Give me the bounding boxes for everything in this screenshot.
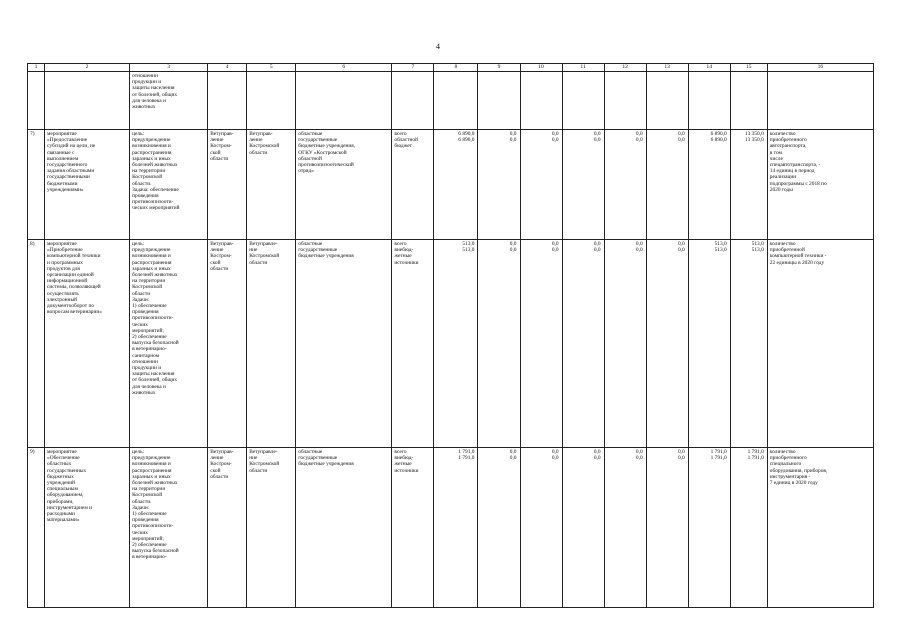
column-number-row [28,64,874,72]
goal-cell: цель: предупреждение возникновения и распространения заразных и иных болезней животных на территории Костромской области. Задача: обеспечение проведения противоэпизооти- ческих мероприятий [130,130,208,240]
goal-cell: цель: предупреждение возникновения и распространения заразных и иных болезней животных на территории Костромской области. Задачи: 1) обеспечение проведения противоэпизооти- ческих мероприятий; 2) обеспечение выпуска безопасной в ветеринарно- [130,448,208,608]
table-row [28,240,874,448]
table-row-continuation [28,72,874,130]
measure-cell: мероприятие «Приобретение компьютерной техники и программных продуктов для организации единой информационной системы, позволяющей осуществлять электронный документооборот по вопросам ветеринарии» [45,240,130,448]
value-cell: 513,0 513,0 [434,240,478,448]
value-cell: 0,0 0,0 [478,448,520,608]
col-header: 1 [28,64,45,72]
page-number: 4 [436,42,440,51]
value-cell: 0,0 0,0 [604,240,646,448]
col-header: 2 [45,64,130,72]
value-cell: 0,0 0,0 [520,448,562,608]
measure-cell: мероприятие «Предоставление субсидий на цели, не связанные с выполнением государственного задания областными государственными бюджетными учреждениями» [45,130,130,240]
row-number: 8) [28,240,45,448]
table-row [28,448,874,608]
result-cell: количество приобретенной компьютерной техники - 22 единицы в 2020 году [767,240,873,448]
value-cell: 0,0 0,0 [562,448,604,608]
measure-cell: мероприятие «Обеспечение областных государственных бюджетных учреждений специальным оборудованием, приборами, инструментарием и расходными материалами» [45,448,130,608]
col-header: 11 [562,64,604,72]
value-cell: 13 350,0 13 350,0 [730,130,767,240]
value-cell: 0,0 0,0 [646,240,688,448]
goal-cell: отношении продукции и защиты населения от болезней, общих для человека и животных [130,72,208,130]
col-header: 7 [392,64,434,72]
col-header: 5 [247,64,296,72]
participants-cell: областные государственные бюджетные учреждения [296,448,392,608]
col-header: 10 [520,64,562,72]
value-cell: 6 890,0 6 890,0 [434,130,478,240]
funding-source-cell: всего областной бюджет [392,130,434,240]
col-header: 15 [730,64,767,72]
program-measures-table [27,63,874,608]
funding-source-cell: всего внебюд- жетные источники [392,240,434,448]
col-header: 4 [208,64,247,72]
participants-cell: областные государственные бюджетные учреждения [296,240,392,448]
responsible-cell: Ветуправле- ние Костромской области [247,448,296,608]
value-cell: 0,0 0,0 [562,130,604,240]
row-number: 7) [28,130,45,240]
col-header: 9 [478,64,520,72]
result-cell: количество приобретенного специального оборудования, приборов, инструментария - 7 единиц в 2020 году [767,448,873,608]
value-cell: 1 791,0 1 791,0 [730,448,767,608]
coexecutor-cell: Ветупрaв- ление Костром- ской области [208,130,247,240]
value-cell: 1 791,0 1 791,0 [434,448,478,608]
value-cell: 0,0 0,0 [520,240,562,448]
col-header: 16 [767,64,873,72]
value-cell: 0,0 0,0 [478,240,520,448]
participants-cell: областные государственные бюджетные учреждения, ОГКУ «Костромской областной противоэпизоотический отряд» [296,130,392,240]
funding-source-cell: всего внебюд- жетные источники [392,448,434,608]
responsible-cell: Ветуправле- ние Костромской области [247,240,296,448]
responsible-cell: Ветуправ- ление Костромской области [247,130,296,240]
value-cell: 0,0 0,0 [604,130,646,240]
col-header: 12 [604,64,646,72]
value-cell: 513,0 513,0 [730,240,767,448]
col-header: 13 [646,64,688,72]
value-cell: 0,0 0,0 [520,130,562,240]
value-cell: 0,0 0,0 [478,130,520,240]
value-cell: 0,0 0,0 [646,448,688,608]
value-cell: 1 791,0 1 791,0 [688,448,730,608]
value-cell: 0,0 0,0 [562,240,604,448]
value-cell: 513,0 513,0 [688,240,730,448]
value-cell: 0,0 0,0 [604,448,646,608]
col-header: 14 [688,64,730,72]
value-cell: 0,0 0,0 [646,130,688,240]
goal-cell: цель: предупреждение возникновения и распространения заразных и иных болезней животных на территории Костромской области Задачи: 1) обеспечение проведения противоэпизооти- ческих мероприятий; 2) обеспечение выпуска безопасной в ветеринарно- санитарном отношении продукции и защиты населения от болезней, общих для человека и животных [130,240,208,448]
result-cell: количество приобретенного автотранспорта, в том числе спецавтотранспорта, - 14 единиц в период реализации подпрограммы с 2018 по 2020 годы [767,130,873,240]
col-header: 3 [130,64,208,72]
table-row [28,130,874,240]
coexecutor-cell: Ветуправ- ление Костром- ской области [208,448,247,608]
value-cell: 6 890,0 6 890,0 [688,130,730,240]
coexecutor-cell: Ветуправ- ление Костром- ской области [208,240,247,448]
row-number: 9) [28,448,45,608]
col-header: 8 [434,64,478,72]
col-header: 6 [296,64,392,72]
